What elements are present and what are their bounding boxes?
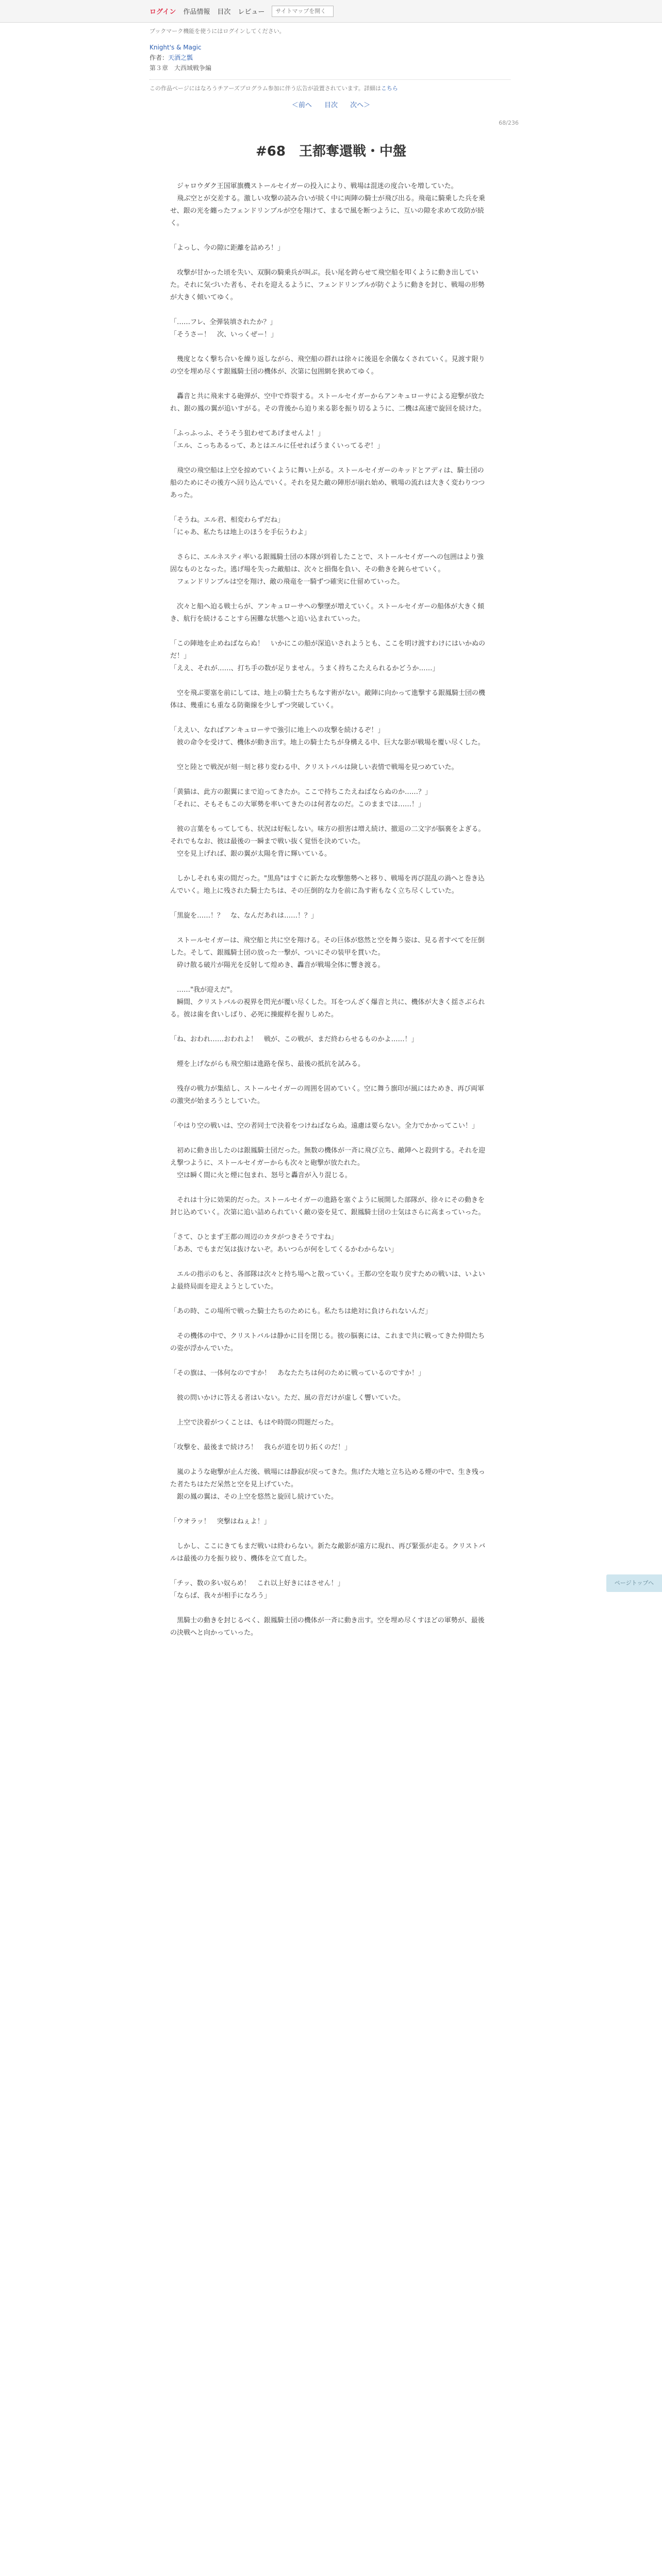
body-paragraph: ……"我が迎えだ"。 瞬間、クリストバルの視界を閃光が覆い尽くした。耳をつんざく爆音と共に、機体が大きく揺さぶられる。彼は歯を食いしばり、必死に操縦桿を握りしめた。 [170, 986, 485, 1019]
body-paragraph: 「ね、おわれ……おわれよ！ 戦が、この戦が、まだ終わらせるものかよ……！」 [170, 1036, 418, 1043]
body-paragraph: 彼の問いかけに答える者はいない。ただ、風の音だけが虚しく響いていた。 [170, 1394, 405, 1402]
ad-notice [150, 79, 510, 92]
body-paragraph: 攻撃が甘かった頃を失い、双胴の騎乗兵が叫ぶ。長い尾を跨らせて飛空船を叩くように動き出していた。それに気づいた者も、それを迎えるように、フェンドリンブルが防ぐように動きを封じ、戦場の形勢が大きく傾いてゆく。 [170, 269, 485, 301]
episode-count: 68/236 [499, 120, 519, 126]
body-paragraph: 次々と船へ迫る戦士らが、アンキュローサへの撃墜が増えていく。ストールセイガーの船体が大きく傾き、航行を続けることすら困難な状態へと追い込まれていった。 [170, 603, 485, 623]
login-link[interactable]: ログイン [150, 8, 176, 16]
body-paragraph: 「さて、ひとまず王都の周辺のカタがつきそうですね」 「ああ、でもまだ気は抜けないぞ。あいつらが何をしてくるかわからない」 [170, 1233, 398, 1253]
nav-item-work-info[interactable]: 作品情報 [183, 8, 210, 16]
ad-notice-link[interactable]: こちら [380, 85, 398, 92]
body-paragraph: 嵐のような砲撃が止んだ後、戦場には静寂が戻ってきた。焦げた大地と立ち込める煙の中で、生き残った者たちはただ呆然と空を見上げていた。 銀の鳳の翼は、その上空を悠然と旋回し続けていた。 [170, 1468, 485, 1501]
nav-item-review[interactable]: レビュー [238, 8, 265, 16]
body-paragraph: ストールセイガーは、飛空船と共に空を翔ける。その巨体が悠然と空を舞う姿は、見る者すべてを圧倒した。そして、銀鳳騎士団の放った一撃が、ついにその装甲を貫いた。 砕け散る破片が陽光を反射して煌めき、轟音が戦場全体に響き渡る。 [170, 937, 485, 969]
next-link[interactable]: 次へ＞ [350, 101, 371, 109]
body-paragraph: 「この陣地を止めねばならぬ！ いかにこの船が深追いされようとも、ここを明け渡すわけにはいかぬのだ！」 「ええ、それが……、打ち手の数が足りません。うまく持ちこたえられるかどうか……」 [170, 640, 486, 672]
body-paragraph: 「その旗は、一体何なのですか！ あなたたちは何のために戦っているのですか！」 [170, 1369, 425, 1377]
body-paragraph: 幾度となく撃ち合いを繰り返しながら、飛空船の群れは徐々に後退を余儀なくされていく。見渡す限りの空を埋め尽くす銀鳳騎士団の機体が、次第に包囲網を狭めてゆく。 [170, 355, 485, 376]
page-top-button[interactable]: ページトップへ [606, 1574, 662, 1592]
top-nav-bar [0, 0, 662, 23]
nav-item-toc[interactable]: 目次 [217, 8, 231, 16]
body-paragraph: 空と陸とで戦況が刻一刻と移り変わる中、クリストバルは険しい表情で戦場を見つめていた。 [170, 764, 458, 771]
body-paragraph: 飛空の飛空船は上空を掠めていくように舞い上がる。ストールセイガーのキッドとアディは、騎士団の船のためにその後方へ回り込んでいく。それを見た敵の陣形が崩れ始め、戦場の流れは大きく変わりつつあった。 [170, 467, 485, 499]
body-paragraph: 「攻撃を、最後まで続けろ！ 我らが道を切り拓くのだ！」 [170, 1444, 352, 1451]
body-paragraph: 「よっし、今の隙に距離を詰めろ！」 [170, 244, 285, 252]
body-paragraph: 上空で決着がつくことは、もはや時間の問題だった。 [170, 1419, 338, 1427]
body-paragraph: その機体の中で、クリストバルは静かに目を閉じる。彼の脳裏には、これまで共に戦ってきた仲間たちの姿が浮かんでいた。 [170, 1332, 485, 1352]
body-paragraph: 「チッ、数の多い奴らめ！ これ以上好きにはさせん！」 「ならば、我々が相手になろう」 [170, 1580, 344, 1600]
chapter-title: 第３章 大西域戦争編 [150, 64, 212, 72]
body-paragraph: 煙を上げながらも飛空船は進路を保ち、最後の抵抗を試みる。 [170, 1060, 365, 1068]
ad-notice-text: この作品ページにはなろうチアーズプログラム参加に伴う広告が設置されています。詳細は [150, 85, 381, 92]
work-info [150, 42, 662, 73]
body-paragraph: 「やはり空の戦いは、空の者同士で決着をつけねばならぬ。遠慮は要らない。全力でかかってこい！」 [170, 1122, 479, 1130]
body-paragraph: 初めに動き出したのは銀鳳騎士団だった。無数の機体が一斉に飛び立ち、敵陣へと殺到する。それを迎え撃つように、ストールセイガーからも次々と砲撃が放たれた。 空は瞬く間に火と煙に包まれ、怒号と轟音が入り混じる。 [170, 1147, 486, 1179]
body-paragraph: さらに、エルネスティ率いる銀鳳騎士団の本隊が到着したことで、ストールセイガーへの包囲はより強固なものとなった。逃げ場を失った敵船は、次々と損傷を負い、その動きを鈍らせていく。 フェンドリンブルは空を翔け、敵の飛竜を一騎ずつ確実に仕留めていった。 [170, 553, 484, 586]
body-paragraph: 残存の戦力が集結し、ストールセイガーの周囲を固めていく。空に舞う旗印が風にはためき、再び両軍の激突が始まろうとしていた。 [170, 1085, 485, 1105]
episode-title: #68 王都奪還戦・中盤 [256, 144, 406, 159]
body-paragraph: 空を飛ぶ要塞を前にしては、地上の騎士たちもなす術がない。敵陣に向かって進撃する銀鳳騎士団の機体は、幾重にも重なる防衛線を少しずつ突破していく。 [170, 689, 486, 709]
toc-link[interactable]: 目次 [324, 101, 338, 109]
body-paragraph: 「あの時、この場所で戦った騎士たちのためにも。私たちは絶対に負けられないんだ」 [170, 1308, 432, 1315]
novel-body [170, 180, 490, 1639]
body-paragraph: 彼の言葉をもってしても、状況は好転しない。味方の損害は増え続け、撤退の二文字が脳裏をよぎる。それでもなお、彼は最後の一瞬まで戦い抜く覚悟を決めていた。 空を見上げれば、銀の翼が太陽を背に輝いている。 [170, 825, 485, 858]
author-prefix: 作者： [150, 54, 169, 61]
body-paragraph: 「……フレ、全弾装填されたか？」 「そうさー！ 次、いっくぜー！」 [170, 318, 278, 338]
body-paragraph: それは十分に効果的だった。ストールセイガーの進路を塞ぐように展開した部隊が、徐々にその動きを封じ込めていく。次第に追い詰められていく敵の姿を見て、銀鳳騎士団の士気はさらに高まっていった。 [170, 1196, 485, 1216]
work-author [150, 53, 662, 63]
body-paragraph: 「黒旋を……！？ な、なんだあれは……！？」 [170, 912, 318, 920]
body-paragraph: 「ええい、なればアンキュローサで強引に地上への攻撃を続けるぞ！」 彼の命令を受けて、機体が動き出す。地上の騎士たちが身構える中、巨大な影が戦場を覆い尽くした。 [170, 726, 485, 747]
prev-link[interactable]: ＜前へ [291, 101, 312, 109]
pager [0, 99, 662, 109]
author-link[interactable]: 天酒之瓢 [168, 54, 193, 61]
bookmark-notice-text: ブックマーク機能を使うにはログインしてください。 [150, 28, 285, 35]
work-title[interactable]: Knight's & Magic [150, 44, 202, 51]
body-paragraph: 轟音と共に飛来する砲弾が、空中で炸裂する。ストールセイガーからアンキュローサによる迎撃が放たれ、銀の鳳の翼が追いすがる。その背後から迫り来る影を振り切るように、二機は高速で旋回を続けた。 [170, 393, 486, 413]
body-paragraph: 「そうね。エル君、相変わらずだね」 「にゃあ、私たちは地上のほうを手伝うわよ」 [170, 516, 311, 536]
sitemap-input[interactable] [272, 6, 334, 17]
body-paragraph: 黒騎士の動きを封じるべく、銀鳳騎士団の機体が一斉に動き出す。空を埋め尽くすほどの軍勢が、最後の決戦へと向かっていった。 [170, 1617, 485, 1637]
bookmark-notice [150, 27, 662, 35]
body-paragraph: 「ふっふっふ、そうそう狙わせてあげませんよ！」 「エル、こっちあるって、あとはエルに任せればうまくいってるぞ！」 [170, 430, 384, 450]
body-paragraph: エルの指示のもと、各部隊は次々と持ち場へと散っていく。王都の空を取り戻すための戦いは、いよいよ最終局面を迎えようとしていた。 [170, 1270, 485, 1291]
body-paragraph: しかし、ここにきてもまだ戦いは終わらない。新たな敵影が遠方に現れ、再び緊張が走る。クリストバルは最後の力を振り絞り、機体を立て直した。 [170, 1543, 486, 1563]
body-paragraph: 「黄猫は、此方の銀翼にまで迫ってきたか。ここで持ちこたえねばならぬのか……？」 「それに、そもそもこの大軍勢を率いてきたのは何者なのだ。このままでは……！」 [170, 788, 432, 808]
body-paragraph: 「ウオラッ！ 突撃はねぇよ！」 [170, 1518, 271, 1526]
body-paragraph: ジャロウダク王国軍旗機ストールセイガーの投入により、戦場は混迷の度合いを増していた。 飛ぶ空とが交差する。激しい攻撃の読み合いが続く中に両陣の騎士が飛び出る。飛竜に騎乗した兵を乗せ、銀の光を纏ったフェンドリンブルが空を翔けて、まるで風を断つように、互いの隙を求めて攻防が続く。 [170, 182, 486, 227]
body-paragraph: しかしそれも束の間だった。"黒鳥"はすぐに新たな攻撃態勢へと移り、戦場を再び混乱の渦へと巻き込んでいく。地上に残された騎士たちは、その圧倒的な力を前に為す術もなく立ち尽くしていた。 [170, 875, 485, 895]
